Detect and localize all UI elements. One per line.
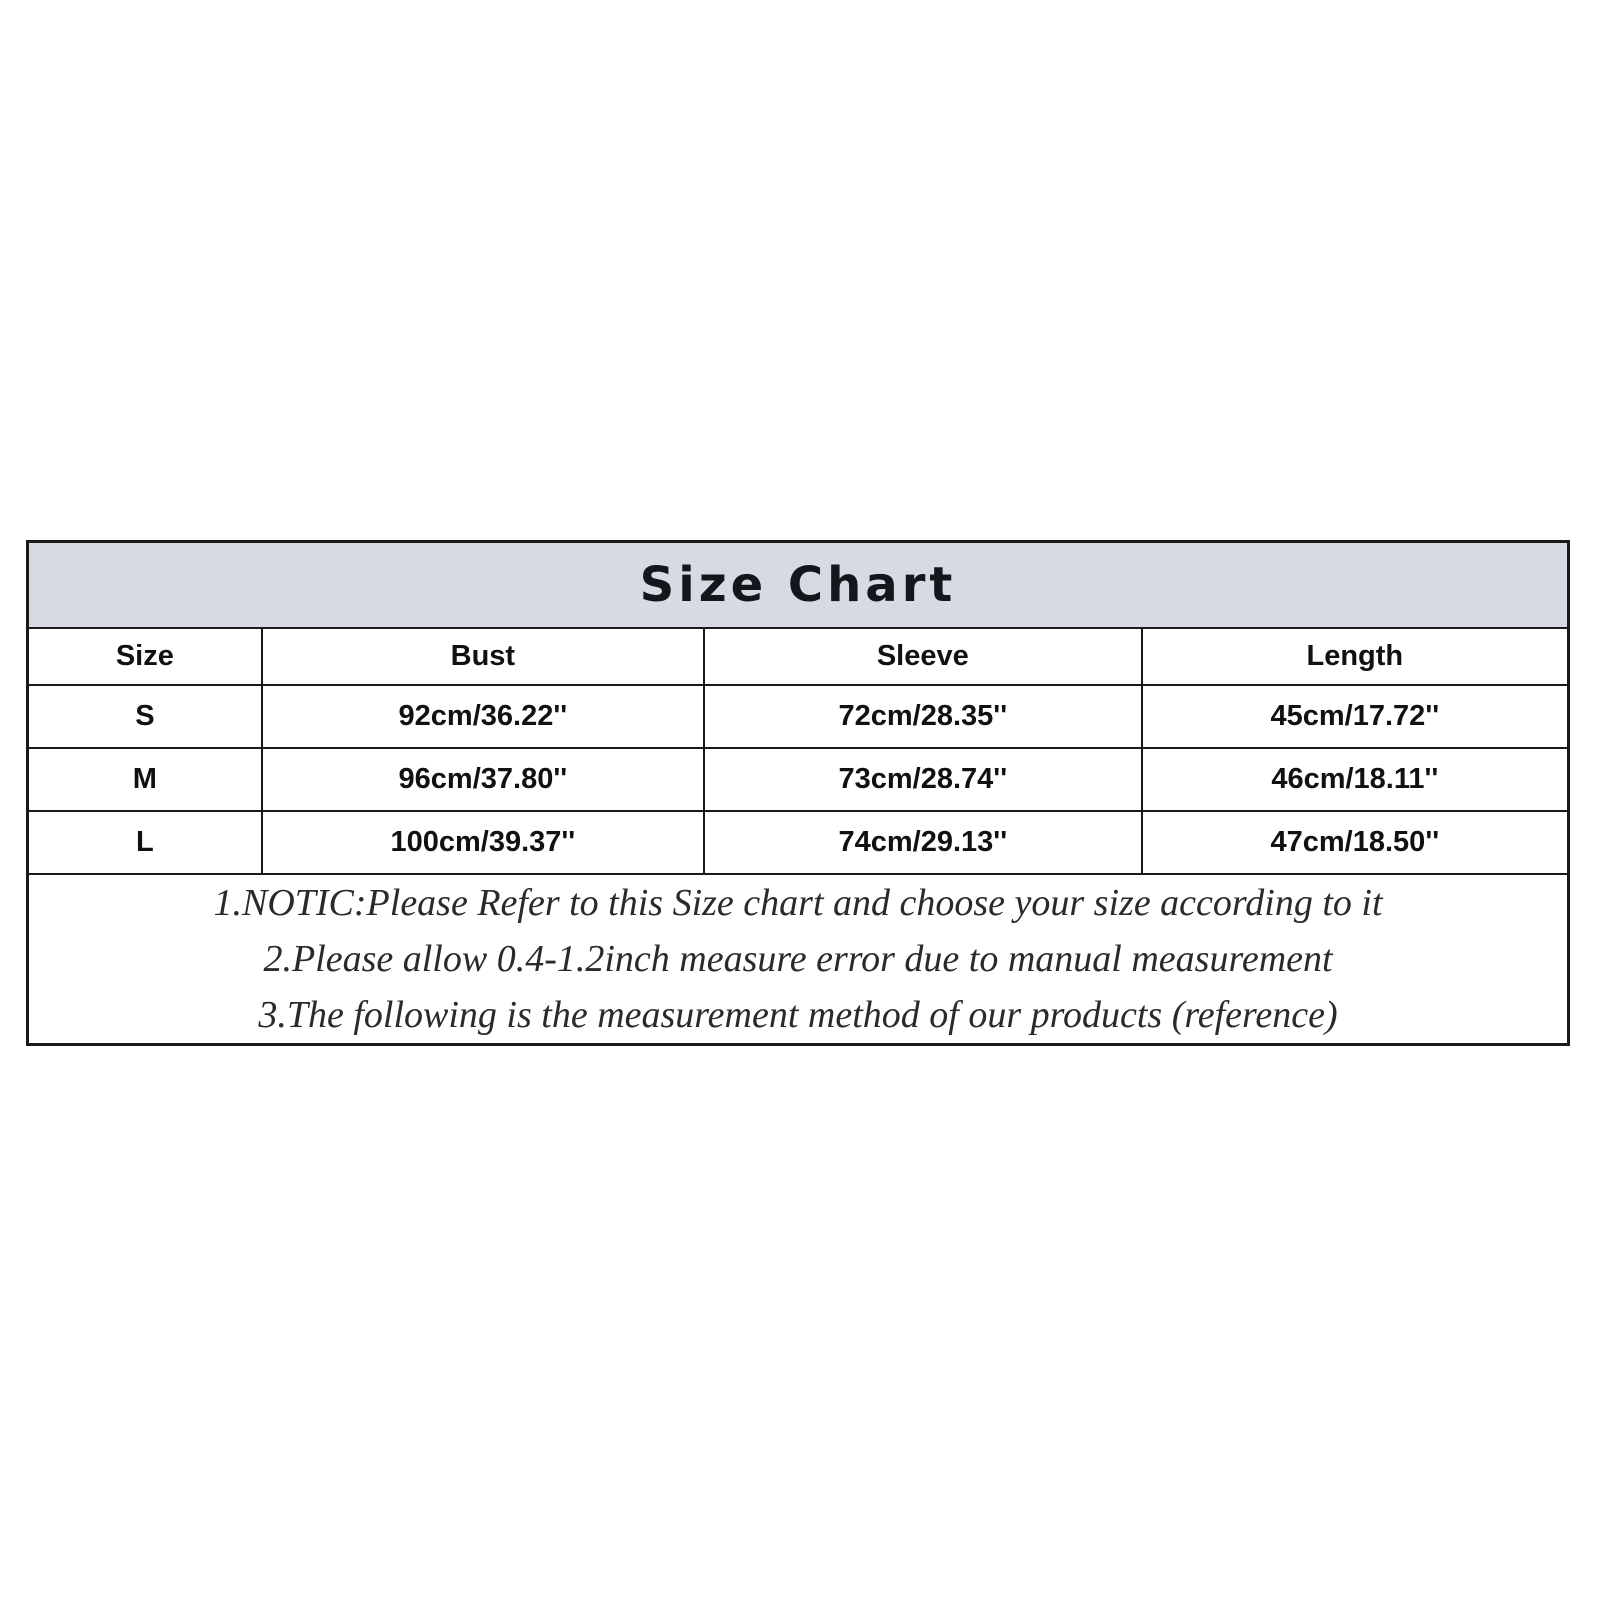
cell-sleeve: 74cm/29.13'' bbox=[704, 811, 1142, 874]
cell-bust: 96cm/37.80'' bbox=[262, 748, 704, 811]
cell-sleeve: 72cm/28.35'' bbox=[704, 685, 1142, 748]
note-line-1: 1.NOTIC:Please Refer to this Size chart and choose your size according to it bbox=[213, 882, 1383, 924]
table-title: Size Chart bbox=[28, 542, 1569, 629]
note-line-3: 3.The following is the measurement method of our products (reference) bbox=[258, 994, 1338, 1036]
note-line-2: 2.Please allow 0.4-1.2inch measure error due to manual measurement bbox=[263, 938, 1333, 980]
column-header-bust: Bust bbox=[262, 628, 704, 685]
table-header-row bbox=[28, 628, 1569, 685]
cell-length: 46cm/18.11'' bbox=[1142, 748, 1569, 811]
cell-size: M bbox=[28, 748, 262, 811]
column-header-size: Size bbox=[28, 628, 262, 685]
notes bbox=[29, 875, 1567, 1043]
cell-bust: 92cm/36.22'' bbox=[262, 685, 704, 748]
cell-length: 47cm/18.50'' bbox=[1142, 811, 1569, 874]
table-row-l bbox=[28, 811, 1569, 874]
table-row-s bbox=[28, 685, 1569, 748]
cell-size: L bbox=[28, 811, 262, 874]
cell-length: 45cm/17.72'' bbox=[1142, 685, 1569, 748]
cell-size: S bbox=[28, 685, 262, 748]
column-header-sleeve: Sleeve bbox=[704, 628, 1142, 685]
size-chart-table bbox=[26, 540, 1570, 1042]
table-row-m bbox=[28, 748, 1569, 811]
table-title-row bbox=[28, 542, 1569, 629]
column-header-length: Length bbox=[1142, 628, 1569, 685]
cell-sleeve: 73cm/28.74'' bbox=[704, 748, 1142, 811]
notes-row bbox=[28, 874, 1569, 1045]
cell-bust: 100cm/39.37'' bbox=[262, 811, 704, 874]
